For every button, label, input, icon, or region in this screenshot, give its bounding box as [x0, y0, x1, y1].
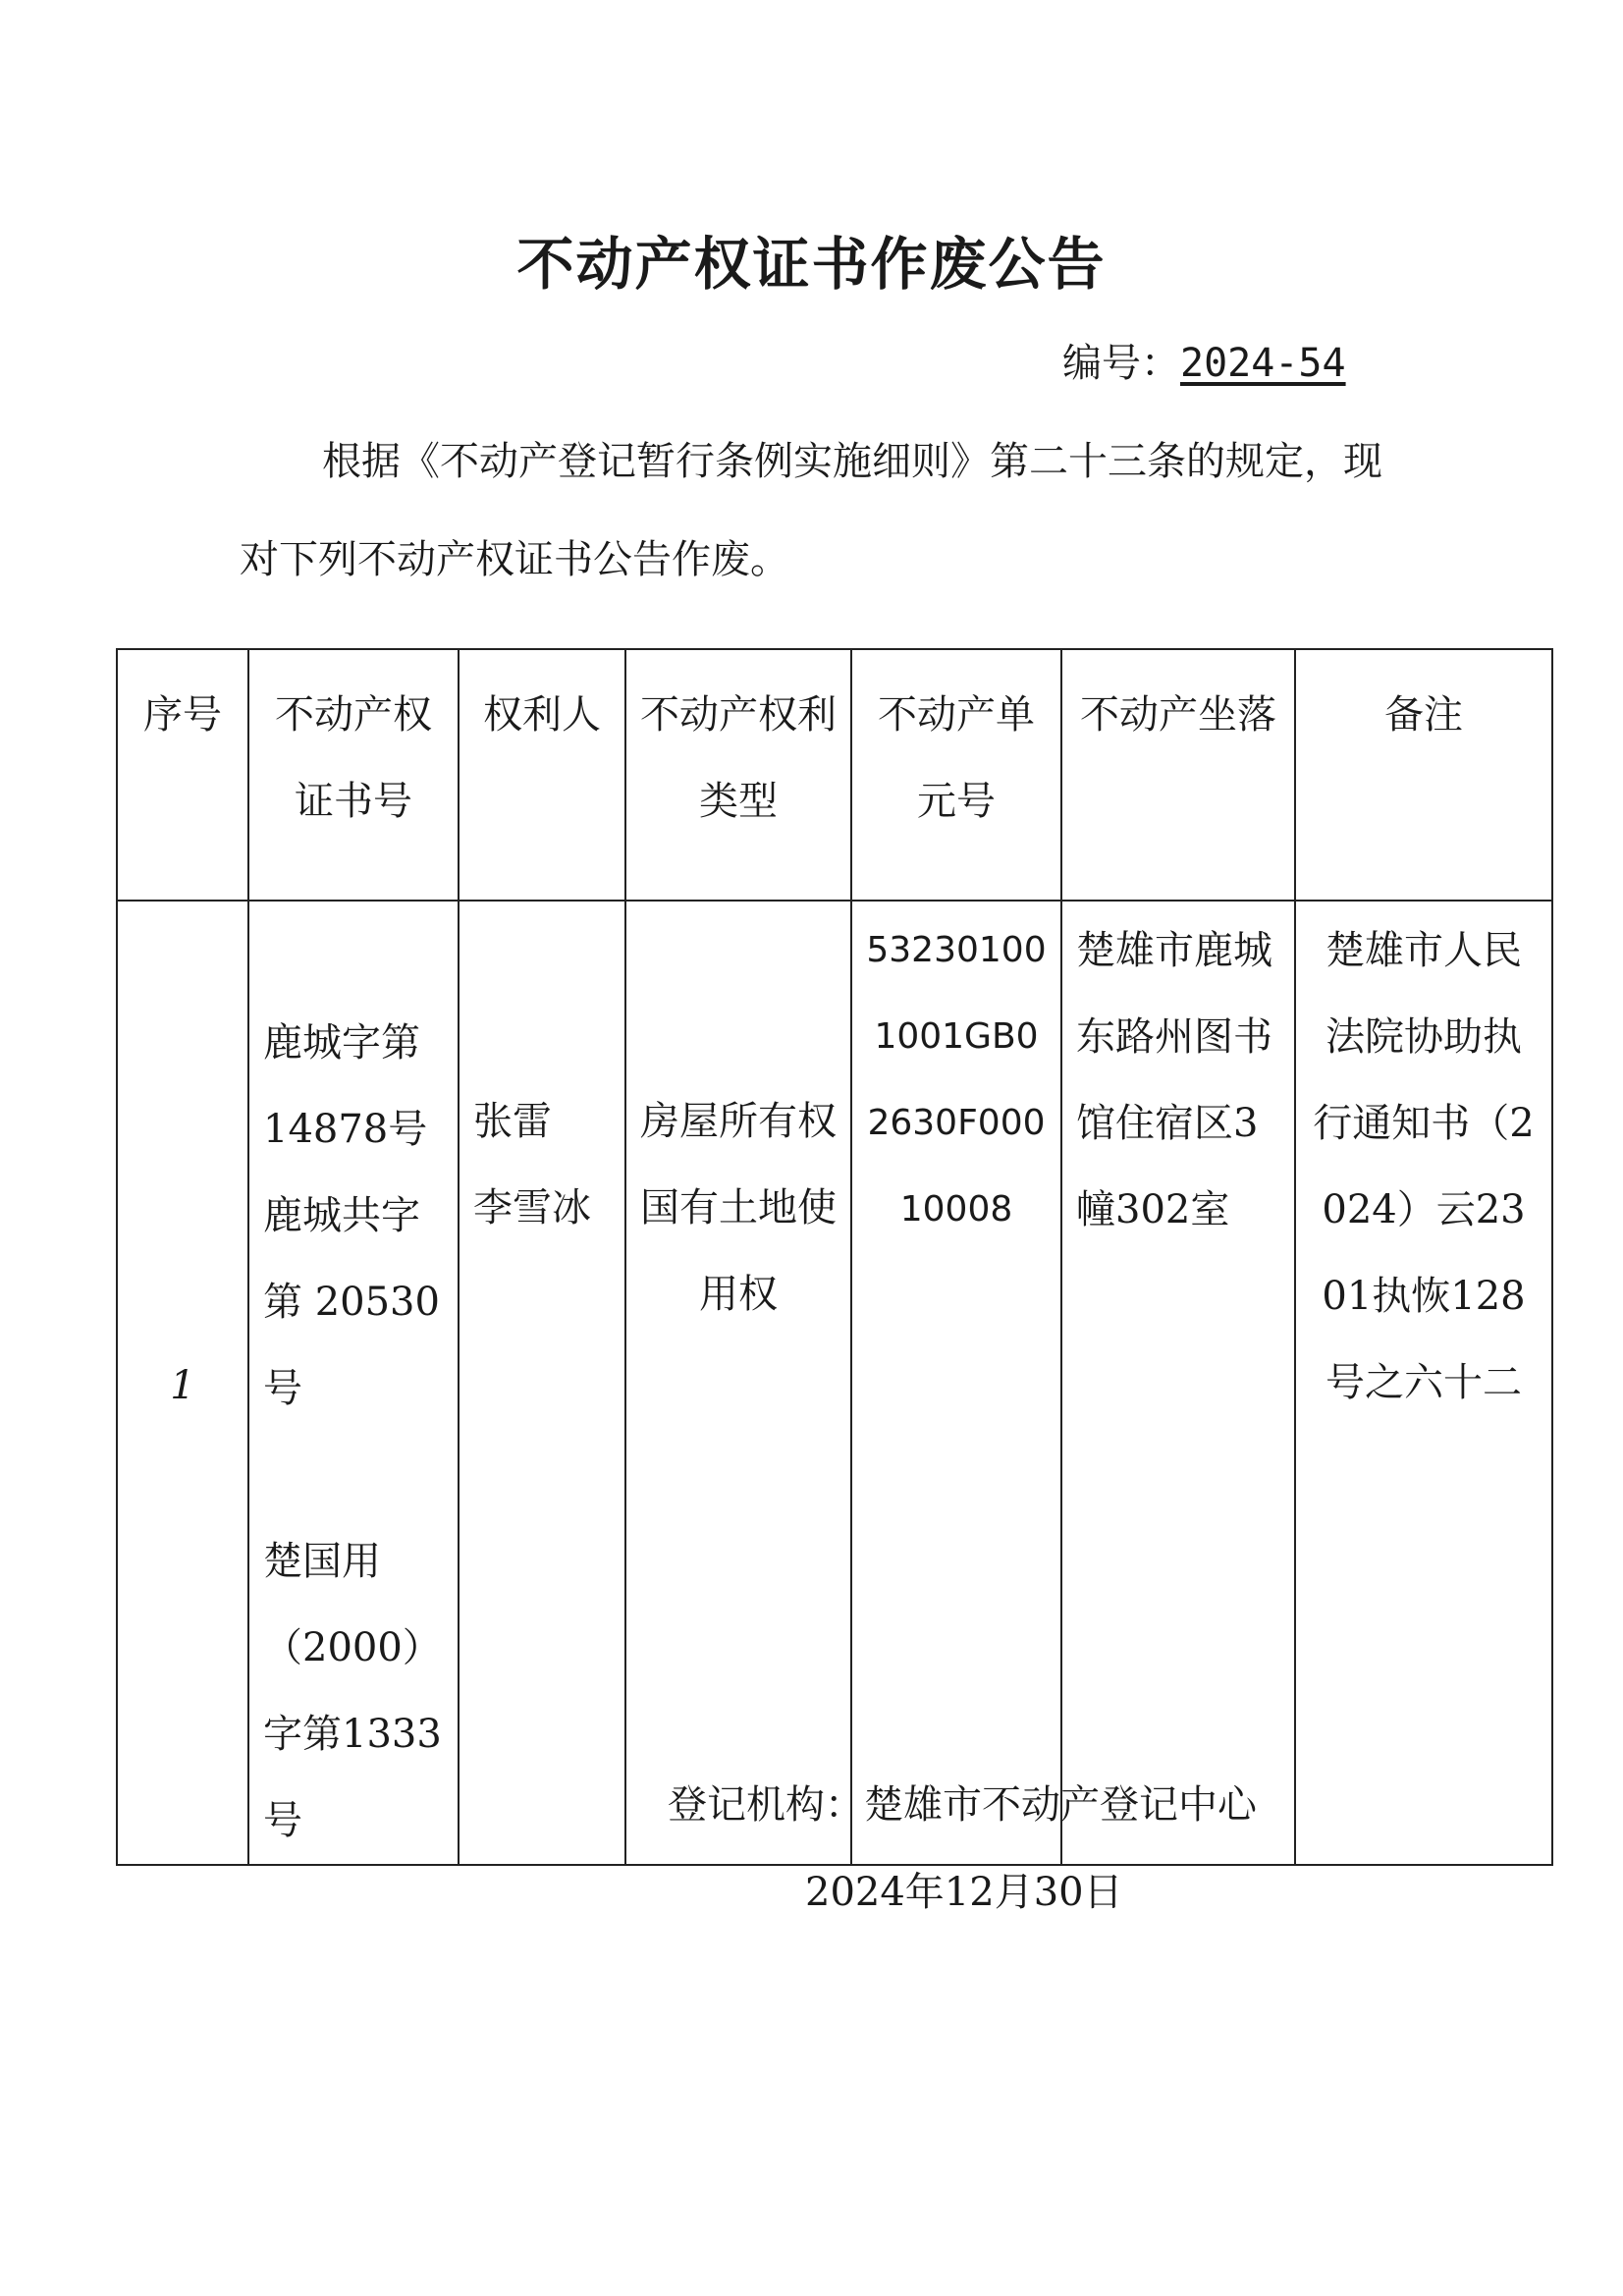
notice-date: 2024年12月30日	[805, 1870, 1123, 1915]
right-type-1: 房屋所有权	[640, 1099, 837, 1144]
cell-seq	[117, 901, 248, 1865]
header-owner: 权利人	[459, 649, 625, 901]
cell-right-type	[625, 901, 851, 1865]
cell-remark: 楚雄市人民法院协助执行通知书（2024）云2301执恢128号之六十二	[1295, 901, 1552, 1865]
header-seq: 序号	[117, 649, 248, 901]
cell-location: 楚雄市鹿城东路州图书馆住宿区3幢302室	[1061, 901, 1295, 1865]
table-header-row	[117, 649, 1552, 901]
cert-no-2: 鹿城共字第 20530号	[263, 1193, 440, 1411]
registration-authority: 登记机构：楚雄市不动产登记中心	[668, 1782, 1257, 1828]
page-title: 不动产权证书作废公告	[516, 231, 1107, 298]
header-cert-no: 不动产权证书号	[248, 649, 459, 901]
owner-2: 李雪冰	[473, 1185, 591, 1230]
document-number	[1062, 332, 1346, 388]
cell-unit-no: 532301001001GB02630F00010008	[851, 901, 1061, 1865]
right-type-2: 国有土地使用权	[640, 1185, 837, 1317]
header-unit-no: 不动产单元号	[851, 649, 1061, 901]
cert-gap	[263, 1432, 444, 1518]
header-right-type: 不动产权利类型	[625, 649, 851, 901]
document-number-label: 编号：	[1062, 341, 1180, 386]
header-location: 不动产坐落	[1061, 649, 1295, 901]
header-remark: 备注	[1295, 649, 1552, 901]
table-row	[117, 901, 1552, 1865]
cert-no-3: 楚国用（2000）字第1333号	[263, 1539, 442, 1843]
notice-table	[116, 648, 1553, 1866]
seq-value: 1	[170, 1363, 195, 1408]
cert-no-1: 鹿城字第14878号	[263, 1020, 428, 1152]
cell-cert-no	[248, 901, 459, 1865]
cell-owner	[459, 901, 625, 1865]
notice-body-text: 根据《不动产登记暂行条例实施细则》第二十三条的规定，现对下列不动产权证书公告作废。	[240, 439, 1382, 582]
owner-1: 张雷	[473, 1099, 552, 1144]
document-number-value: 2024-54	[1180, 341, 1346, 386]
